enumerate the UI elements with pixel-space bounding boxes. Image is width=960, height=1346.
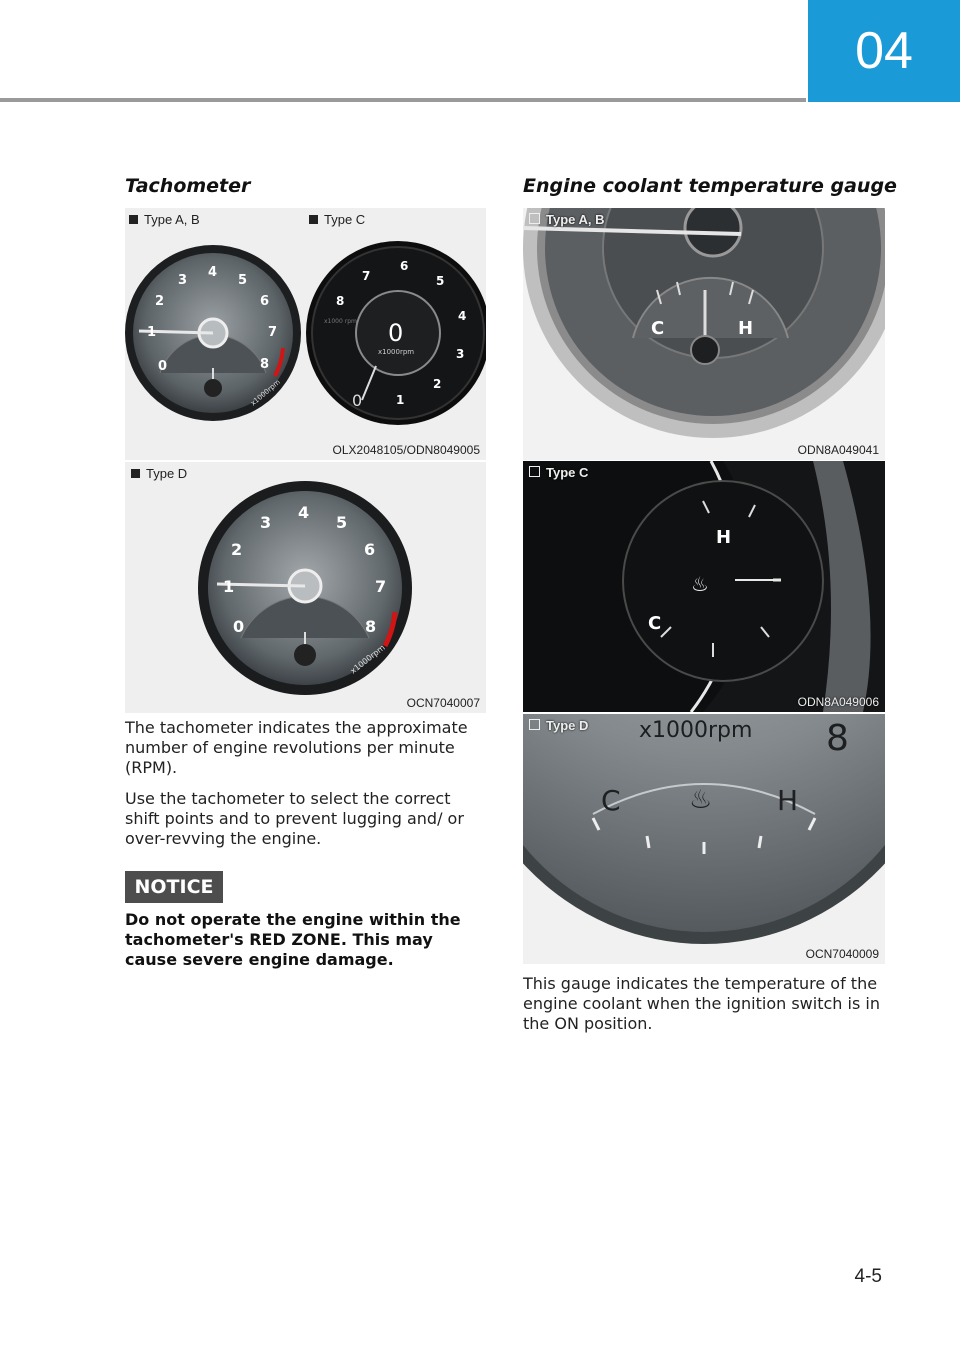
tach-c-num-1: 1	[396, 393, 405, 407]
coolant-ab-code: ODN8A049041	[797, 443, 879, 457]
tach-c-side-unit: x1000 rpm	[324, 318, 357, 325]
tachometer-type-ab-image	[125, 208, 305, 460]
coolant-d-rpm-mark: 8	[826, 718, 849, 759]
bullet-square-icon	[131, 469, 140, 478]
tach-ab-num-0: 0	[158, 359, 168, 374]
tach-ab-num-3: 3	[178, 273, 188, 288]
page-number: 4-5	[854, 1266, 882, 1287]
tachometer-type-c-image	[306, 208, 486, 460]
bullet-square-icon	[529, 213, 540, 224]
coolant-c-hot: H	[716, 527, 732, 548]
coolant-ab-hot: H	[738, 318, 754, 339]
coolant-d-code: OCN7040009	[805, 947, 879, 961]
tach-d-num-7: 7	[375, 577, 387, 596]
coolant-c-cold: C	[648, 613, 662, 634]
coolant-c-code: ODN8A049006	[797, 695, 879, 709]
tach-d-num-6: 6	[364, 540, 376, 559]
coolant-type-d-label: Type D	[529, 718, 588, 733]
tachometer-type-ab-label: Type A, B	[129, 212, 200, 227]
bullet-square-icon	[309, 215, 318, 224]
chapter-tab: 04	[808, 0, 960, 102]
tach-c-num-2: 2	[433, 377, 442, 391]
bullet-square-icon	[529, 719, 540, 730]
bullet-square-icon	[529, 466, 540, 477]
tach-c-num-7: 7	[362, 269, 371, 283]
tach-c-num-8: 8	[336, 294, 345, 308]
coolant-type-c-image	[523, 461, 885, 712]
tach-d-num-4: 4	[298, 503, 310, 522]
tach-d-num-3: 3	[260, 513, 272, 532]
coolant-type-ab-label: Type A, B	[529, 212, 605, 227]
tach-ab-num-8: 8	[260, 357, 270, 372]
tach-d-num-2: 2	[231, 540, 243, 559]
tachometer-ab-c-code: OLX2048105/ODN8049005	[332, 443, 480, 457]
tach-d-unit: x1000rpm	[348, 643, 387, 676]
tachometer-figure-d	[125, 462, 486, 713]
coolant-figure-ab	[523, 208, 885, 460]
tach-d-num-5: 5	[336, 513, 348, 532]
tachometer-paragraph-1: The tachometer indicates the approximate number of engine revolutions per minute (RPM).	[125, 718, 468, 777]
coolant-gauge-title: Engine coolant temperature gauge	[523, 175, 897, 197]
coolant-figure-d	[523, 714, 885, 964]
coolant-paragraph: This gauge indicates the temperature of the engine coolant when the ignition switch is in the ON position.	[523, 974, 880, 1033]
tachometer-paragraph-2: Use the tachometer to select the correct shift points and to prevent lugging and/ or over-revving the engine.	[125, 789, 464, 848]
coolant-type-c-label: Type C	[529, 465, 588, 480]
bullet-square-icon	[129, 215, 138, 224]
tach-c-num-0: 0	[352, 391, 363, 410]
tach-ab-unit: x1000rpm	[249, 378, 282, 408]
coolant-ab-cold: C	[651, 318, 665, 339]
tach-ab-num-5: 5	[238, 273, 248, 288]
tach-ab-num-2: 2	[155, 294, 165, 309]
coolant-temp-icon-d: ♨	[689, 785, 713, 815]
tach-d-num-8: 8	[365, 617, 377, 636]
tach-c-num-6: 6	[400, 259, 409, 273]
tachometer-type-d-image	[125, 462, 486, 713]
coolant-temp-icon-c: ♨	[691, 572, 709, 596]
tach-ab-num-4: 4	[208, 265, 218, 280]
tach-c-num-3: 3	[456, 347, 465, 361]
coolant-d-unit: x1000rpm	[639, 718, 753, 743]
tach-ab-num-6: 6	[260, 294, 270, 309]
notice-badge: NOTICE	[125, 871, 223, 903]
tachometer-figure-ab-c	[125, 208, 486, 460]
tach-c-center-value: 0	[388, 319, 404, 347]
coolant-figure-c	[523, 461, 885, 712]
tach-ab-num-1: 1	[147, 325, 157, 340]
tachometer-type-c-label: Type C	[309, 212, 365, 227]
tach-d-num-0: 0	[233, 617, 245, 636]
coolant-type-d-image	[523, 714, 885, 964]
tachometer-title: Tachometer	[125, 175, 251, 197]
coolant-d-hot: H	[777, 784, 799, 817]
coolant-d-cold: C	[601, 784, 621, 817]
tachometer-d-code: OCN7040007	[406, 696, 480, 710]
coolant-type-ab-image	[523, 208, 885, 460]
tach-c-center-unit: x1000rpm	[378, 348, 415, 356]
header-rule	[0, 98, 806, 102]
notice-text: Do not operate the engine within the tachometer's RED ZONE. This may cause severe engine damage.	[125, 910, 461, 969]
tach-ab-num-7: 7	[268, 325, 278, 340]
tach-c-num-5: 5	[436, 274, 445, 288]
tach-d-num-1: 1	[223, 577, 235, 596]
tach-c-num-4: 4	[458, 309, 467, 323]
tachometer-type-d-label: Type D	[131, 466, 187, 481]
